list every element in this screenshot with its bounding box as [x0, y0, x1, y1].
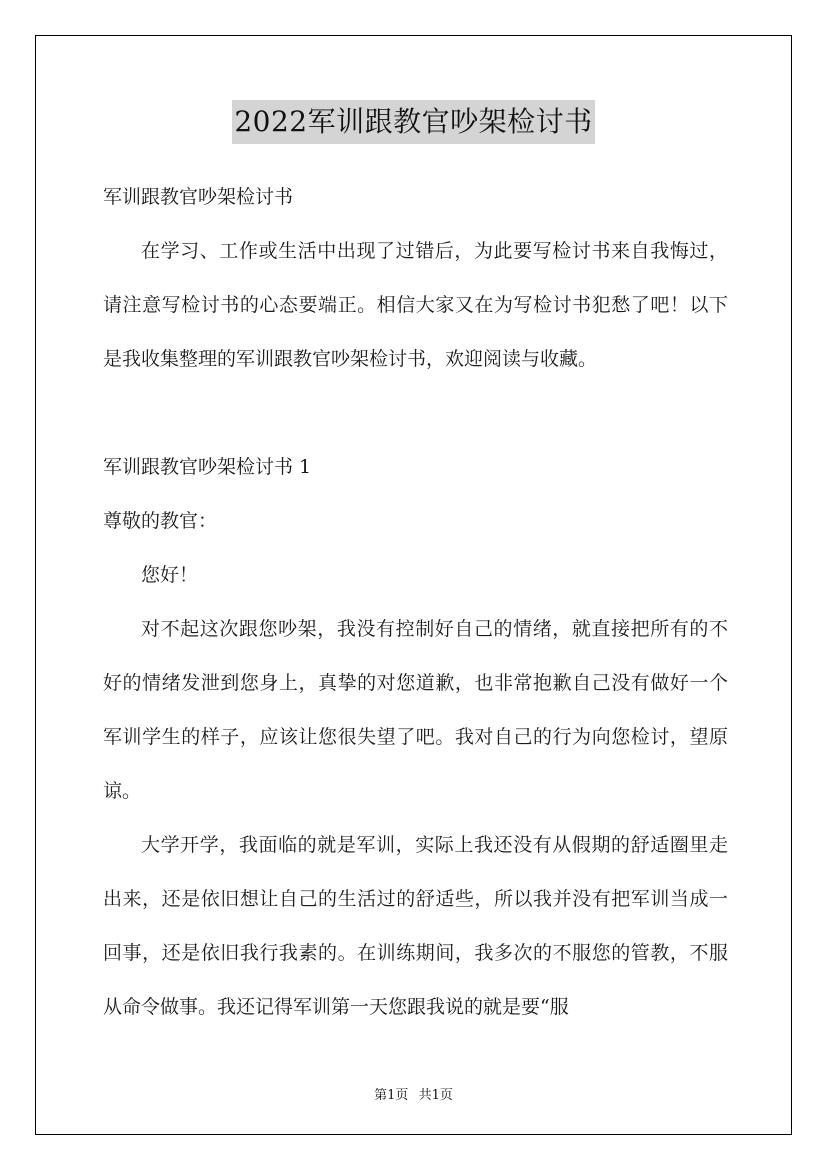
- body-paragraph-2: 大学开学，我面临的就是军训，实际上我还没有从假期的舒适圈里走出来，还是依旧想让自己的生活过的舒适些，所以我并没有把军训当成一回事，还是依旧我行我素的。在训练期间，我多次的不服您的管教，不服从命令做事。我还记得军训第一天您跟我说的就是要“服: [103, 834, 728, 1018]
- body-paragraph-1: 对不起这次跟您吵架，我没有控制好自己的情绪，就直接把所有的不好的情绪发泄到您身上，真挚的对您道歉，也非常抱歉自己没有做好一个军训学生的样子，应该让您很失望了吧。我对自己的行为向您检讨，望原谅。: [103, 618, 728, 802]
- greeting: 您好！: [141, 564, 199, 586]
- salutation: 尊敬的教官：: [103, 510, 218, 532]
- intro-paragraph: 在学习、工作或生活中出现了过错后，为此要写检讨书来自我悔过，请注意写检讨书的心态要端正。相信大家又在为写检讨书犯愁了吧！以下是我收集整理的军训跟教官吵架检讨书，欢迎阅读与收藏。: [103, 240, 728, 370]
- page-footer: [0, 1084, 827, 1103]
- document-body: [103, 170, 728, 1034]
- section-heading: 军训跟教官吵架检讨书 1: [103, 456, 312, 478]
- document-title: 2022军训跟教官吵架检讨书: [232, 100, 594, 144]
- document-subtitle: 军训跟教官吵架检讨书: [103, 186, 294, 208]
- title-wrap: [0, 100, 827, 144]
- paragraph-gap: [103, 386, 728, 440]
- page-number: 第1页: [374, 1088, 409, 1103]
- page-total: 共1页: [418, 1088, 453, 1103]
